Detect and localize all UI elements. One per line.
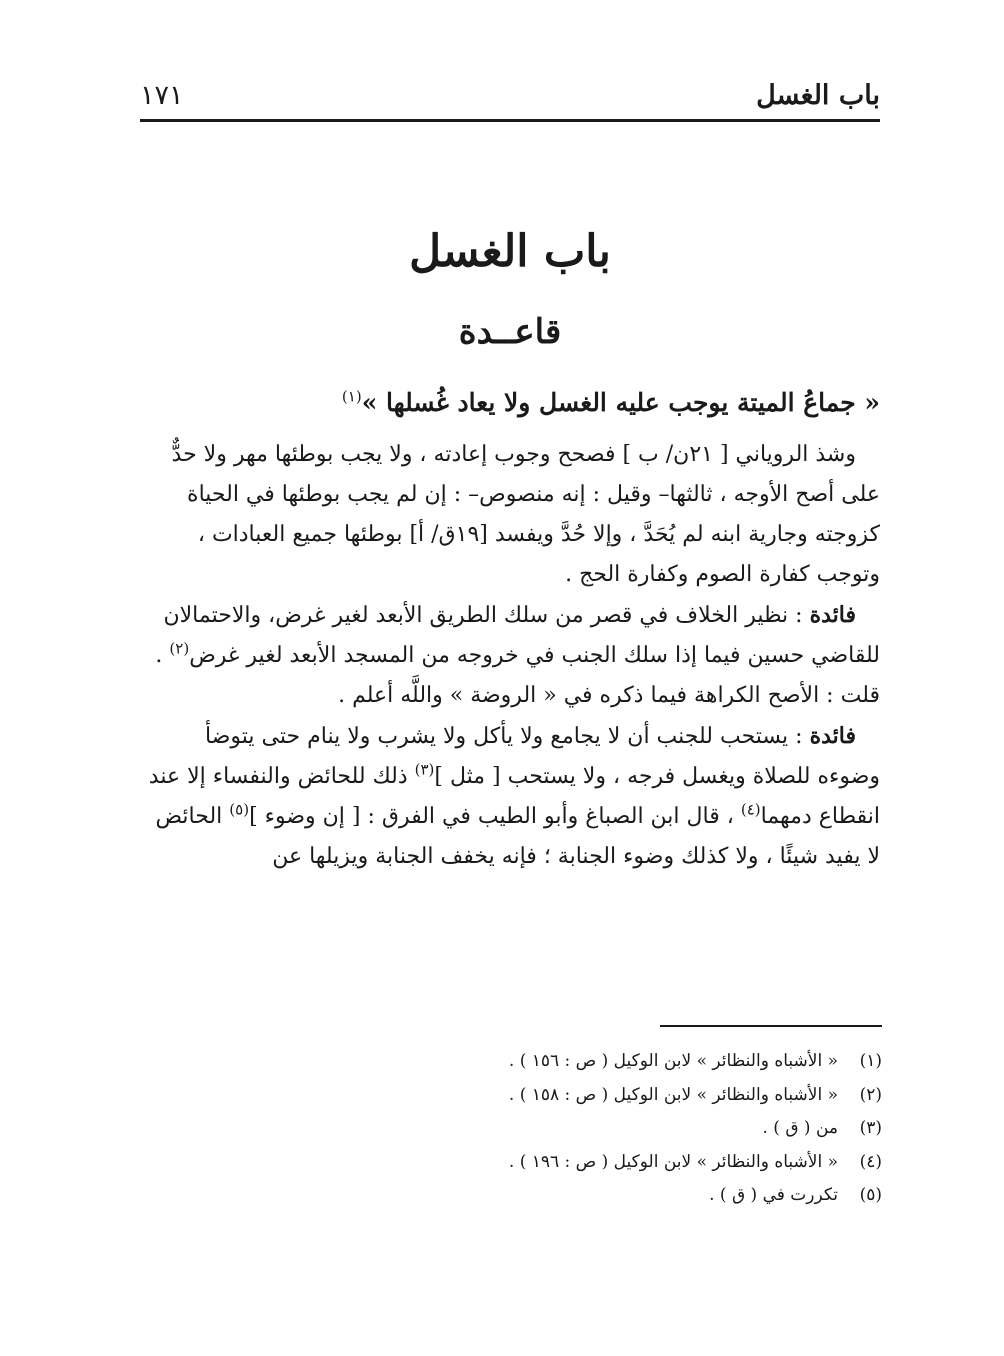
footnote-text: « الأشباه والنظائر » لابن الوكيل ( ص : ١٥٨ ) . bbox=[508, 1084, 838, 1105]
header-rule bbox=[140, 119, 880, 122]
footnote bbox=[140, 1179, 882, 1213]
footnote-text: من ( ق ) . bbox=[762, 1118, 838, 1138]
paragraph-2-text-a: : نظير الخلاف في قصر من سلك الطريق الأبعد لغير غرض، والاحتمالان للقاضي حسين فيما إذا سلك الجنب في خروجه من المسجد الأبعد لغير غرض bbox=[163, 603, 880, 668]
rule-statement-text: « جماعُ الميتة يوجب عليه الغسل ولا يعاد غُسلها » bbox=[361, 388, 880, 417]
footnote-ref-1: (١) bbox=[341, 387, 362, 406]
footnote bbox=[140, 1112, 882, 1146]
running-header bbox=[140, 70, 880, 122]
paragraph-3-text-d: الحائض لا يفيد شيئًا ، ولا كذلك وضوء الجنابة ؛ فإنه يخفف الجنابة ويزيلها عن bbox=[155, 804, 880, 869]
footnote bbox=[140, 1079, 882, 1113]
footnote-number: (١) bbox=[859, 1051, 882, 1071]
footnote-ref-3: (٣) bbox=[414, 760, 435, 779]
footnote-text: « الأشباه والنظائر » لابن الوكيل ( ص : ١٥٦ ) . bbox=[508, 1051, 838, 1071]
footnote bbox=[140, 1146, 882, 1180]
footnote-number: (٣) bbox=[859, 1118, 882, 1138]
section-title: قاعــدة bbox=[458, 312, 562, 352]
paragraph-3 bbox=[140, 716, 880, 877]
paragraph-3-text-a: : يستحب للجنب أن لا يجامع ولا يأكل ولا يشرب ولا ينام حتى يتوضأ وضوءه للصلاة ويغسل فرجه ، ولا يستحب [ مثل ] bbox=[205, 724, 880, 789]
rule-statement bbox=[140, 381, 880, 425]
benefit-label: فائدة bbox=[809, 602, 856, 628]
chapter-title: باب الغسل bbox=[409, 226, 611, 277]
paragraph-2-text-b: . قلت : الأصح الكراهة فيما ذكره في « الروضة » واللَّه أعلم . bbox=[155, 643, 880, 708]
footnote-number: (٤) bbox=[859, 1151, 882, 1172]
paragraph-2 bbox=[140, 595, 880, 716]
footnote bbox=[140, 1045, 882, 1079]
footnote-number: (٥) bbox=[859, 1185, 882, 1205]
paragraph-3-text-b: ذلك للحائض والنفساء إلا عند انقطاع دمهما bbox=[148, 764, 880, 829]
page-number: ١٧١ bbox=[140, 80, 184, 111]
paragraph-1: وشذ الروياني [ ٢١ن/ ب ] فصحح وجوب إعادته ، ولا يجب بوطئها مهر ولا حدٌّ على أصح الأوجه ، ثالثها– وقيل : إنه منصوص– : إن لم يجب بوطئها في الحياة كزوجته وجارية ابنه لم يُحَدَّ ، وإلا حُدَّ ويفسد [١٩ق/ أ] بوطئها جميع العبادات ، وتوجب كفارة الصوم وكفارة الحج . bbox=[171, 442, 880, 587]
footnote-separator bbox=[660, 1025, 882, 1027]
footnote-text: « الأشباه والنظائر » لابن الوكيل ( ص : ١٩٦ ) . bbox=[508, 1151, 838, 1172]
footnote-ref-5: (٥) bbox=[229, 800, 250, 819]
paragraph-3-text-c: ، قال ابن الصباغ وأبو الطيب في الفرق : [ إن وضوء ] bbox=[249, 804, 741, 829]
footnotes bbox=[140, 1045, 882, 1213]
footnote-ref-2: (٢) bbox=[169, 639, 190, 658]
footnote-text: تكررت في ( ق ) . bbox=[709, 1185, 838, 1205]
benefit-label: فائدة bbox=[809, 723, 856, 749]
running-header-title: باب الغسل bbox=[756, 80, 880, 111]
footnote-ref-4: (٤) bbox=[740, 800, 761, 819]
body-text bbox=[140, 435, 880, 877]
footnote-number: (٢) bbox=[859, 1084, 882, 1105]
